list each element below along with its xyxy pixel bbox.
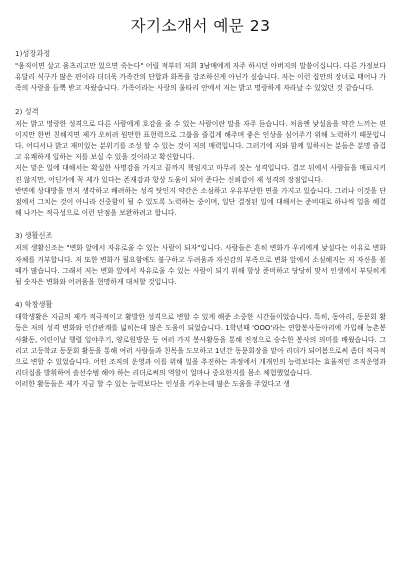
section-motto bbox=[15, 230, 386, 288]
section-paragraph: 이러한 활동들은 제가 지금 할 수 있는 능력보다는 인성을 키우는데 많은 도움을 주었다고 생 bbox=[15, 380, 290, 389]
section-personality bbox=[15, 106, 386, 220]
section-paragraph: 반면에 상대방을 먼저 생각하고 배려하는 성격 탓인지 약간은 소심하고 우유부단한 면을 가지고 있습니다. 그러나 이것을 단점에서 그치는 것이 아니라 신중함이 될 수 있도록 노력하는 중이며, 일단 결정된 일에 대해서는 준비대로 하나씩 일을 해결해 나가는 적극성으로 이런 단점을 보완하려고 합니다. bbox=[15, 186, 386, 218]
section-heading: 2) 성격 bbox=[15, 106, 39, 116]
section-school-life bbox=[15, 299, 386, 390]
document-title: 자기소개서 예문 23 bbox=[130, 17, 271, 35]
section-heading: 4) 학창생활 bbox=[15, 300, 53, 310]
section-heading: 1)성장과정 bbox=[15, 49, 51, 58]
section-growth bbox=[15, 48, 386, 95]
section-paragraph: 대학생활은 지금의 제가 적극적이고 활발한 성격으로 변할 수 있게 해준 소중한 시간들이었습니다. 특히, 동아리, 동문회 활동은 저의 성격 변화와 인간관계를 넓히는데 많은 도움이 되었습니다. 1학년때 'OOO'라는 연합봉사동아리에 가입해 농촌봉사활동, 어린이날 행렬 일야주기, 양로원방문 등 여러 가지 봉사활동을 통해 진정으로 승수한 봉사의 의미를 배웠습니다. 그리고 고등학교 동문회 활동을 통해 여러 사람들과 친목을 도모하고 1년간 동문회장을 맡아 리더가 되어봄으로써 좀더 적극적으로 변할 수 있었습니다. 어떤 조직의 운영과 이를 위해 일을 추진하는 과정에서 개개인의 능력보다는 효율적인 조직운영과 리더십을 발휘하여 솔선수범 해야 하는 리더로써의 역할이 얼마나 중요한지를 몸소 체험했었습니다. bbox=[15, 313, 386, 378]
section-paragraph: 저의 생활신조는 "변화 앞에서 자유로울 수 있는 사람이 되자"입니다. 사람들은 흔히 변화가 우리에게 낯설다는 이유로 변화 자체를 거부합니다. 저 또한 변화가 필요함에도 불구하고 두려움과 자신감의 부족으로 변화 앞에서 소심해지는 저 자신을 볼 때가 많습니다. 그래서 저는 변화 앞에서 자유로울 수 있는 사람이 되기 위해 항상 준비하고 당당히 맞서 인생에서 부딪히게 될 숫자은 변화와 어려움을 현명하게 대처할 것입니다. bbox=[15, 244, 386, 287]
section-paragraph: 저는 맡은 일에 대해서는 확실한 사명감을 가지고 끝까지 책임지고 마무리 짓는 성격입니다. 결코 뒤에서 사람들을 매료시키진 않지만, 어딘가에 꼭 제가 있다는 존재감과 항상 도움이 되어 준다는 신뢰감이 제 성격의 장점입니다. bbox=[15, 164, 386, 184]
section-paragraph: 저는 밝고 명랑한 성격으로 다른 사람에게 호감을 줄 수 있는 사람이란 말을 자주 듣습니다. 처음엔 낯설음을 약간 느끼는 편이지만 한번 친해지면 제가 오히려 원만한 표현력으로 그룹을 즐겁게 해주며 좋은 인상을 심어주기 위해 노력하기 때문입니다. 어디서나 밝고 재미있는 분위기를 조성 할 수 있는 것이 저의 매력입니다. 그러기에 저와 함께 일하시는 분들은 분명 즐겁고 유쾌하게 일하는 저를 보실 수 있을 것이라고 확신합니다. bbox=[15, 119, 386, 162]
section-heading: 3) 생활신조 bbox=[15, 231, 53, 241]
section-paragraph: "움직이면 살고 움츠리고만 있으면 죽는다" 어릴 적부터 저희 3남매에게 자주 하시던 아버지의 말씀이십니다. 다른 가정보다 유달리 식구가 많은 편이라 더더욱 가족간의 단합과 화목을 강조하신게 아닌가 싶습니다. 저는 이런 집안의 장녀로 태어나 가족의 사랑을 듬뿍 받고 자랐습니다. 가족이라는 사랑의 울타리 안에서 저는 밝고 명랑하게 자라날 수 있었던 것 같습니다. bbox=[15, 62, 386, 93]
